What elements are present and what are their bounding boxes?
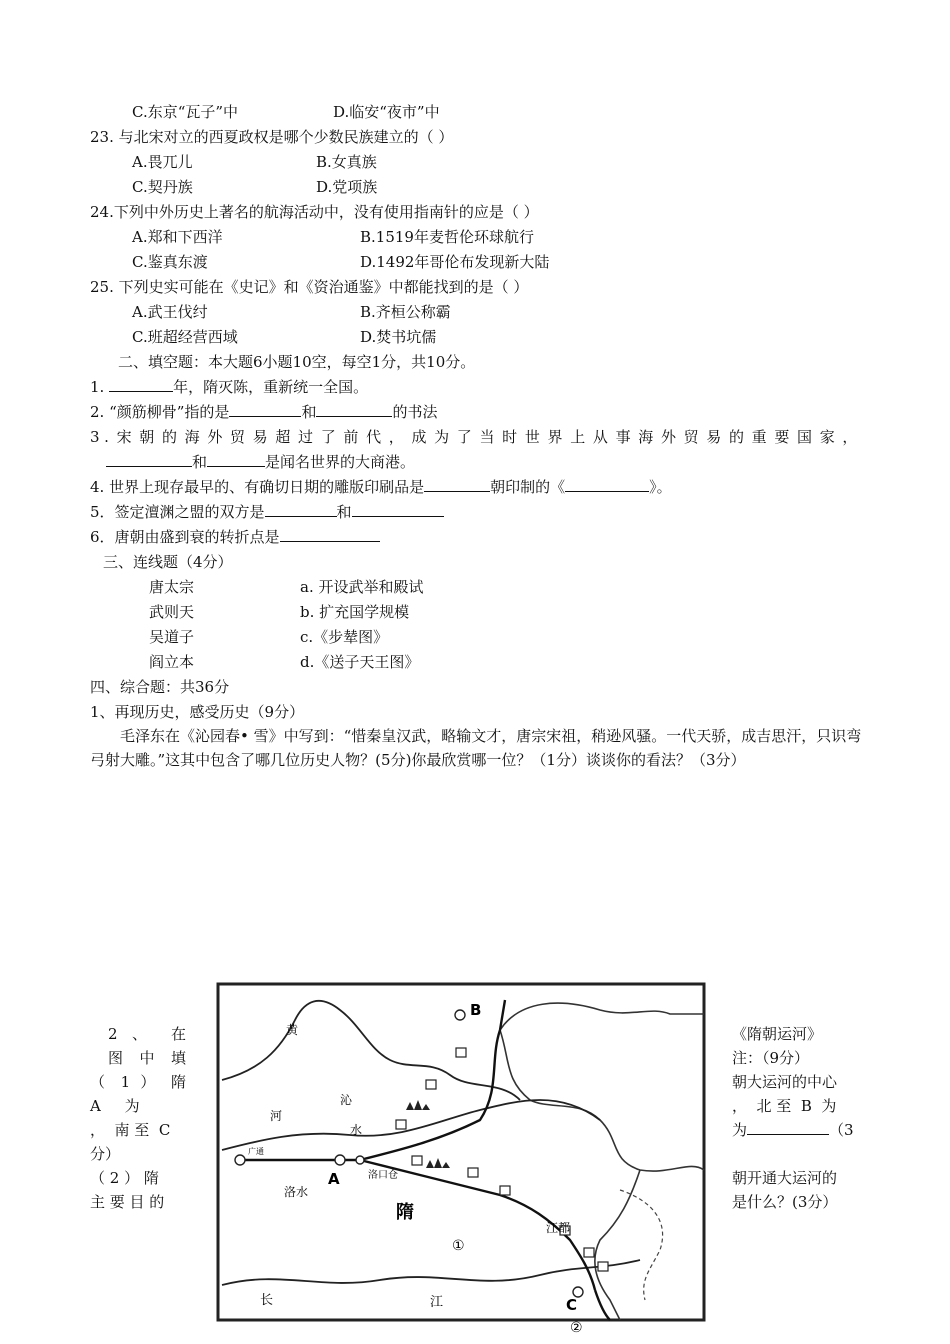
section2-title: 二、填空题：本大题6小题10空，每空1分，共10分。 [118, 353, 476, 371]
guangtong-marker [235, 1155, 245, 1165]
map-label-c: C [566, 1296, 578, 1314]
fill-2-blank-1[interactable] [229, 402, 301, 417]
match-left-2[interactable]: 武则天 [149, 603, 195, 621]
q25-option-d: D.焚书坑儒 [360, 328, 437, 346]
section3-title: 三、连线题（4分） [103, 553, 233, 571]
map-label-guangtong: 广通 [248, 1147, 264, 1156]
map-city-marker [598, 1262, 608, 1271]
q2-right-1: 《隋朝运河》 [732, 1025, 823, 1043]
fill-5 [90, 502, 444, 522]
q24-option-b: B.1519年麦哲伦环球航行 [360, 228, 534, 246]
map-city-marker [396, 1120, 406, 1129]
map-label-shui: 水 [350, 1123, 363, 1137]
section4-title: 四、综合题：共36分 [90, 678, 230, 696]
match-right-c[interactable]: c.《步辇图》 [300, 628, 389, 646]
fill-2-text2: 的书法 [392, 403, 438, 421]
q2-right-5 [732, 1118, 862, 1142]
q2-right-column [732, 1022, 862, 1214]
section4-q1-text: 毛泽东在《沁园春• 雪》中写到：“惜秦皇汉武，略输文才，唐宗宋祖，稍逊风骚。一代天骄，成吉思汗，只识弯弓射大雕。”这其中包含了哪几位历史人物？(5分)你最欣赏哪一位？（1分）谈谈你的看法？（3分） [90, 727, 862, 769]
fill-4-text2: 》。 [649, 478, 672, 496]
map-city-marker [456, 1048, 466, 1057]
q2-right-2: 注：（9分） [732, 1049, 810, 1067]
q24-option-a: A.郑和下西洋 [132, 228, 223, 246]
match-left-3[interactable]: 吴道子 [149, 628, 195, 646]
fill-3-blank-2[interactable] [207, 452, 265, 467]
q2-right-6: 朝开通大运河的 [732, 1169, 838, 1187]
q25-stem: 25. 下列史实可能在《史记》和《资治通鉴》中都能找到的是（ ） [90, 278, 529, 296]
match-right-d[interactable]: d.《送子天王图》 [300, 653, 420, 671]
fill-4-text0: 4. 世界上现存最早的、有确切日期的雕版印刷品是 [90, 478, 425, 496]
q22-option-d: D.临安“夜市”中 [333, 103, 440, 121]
fill-4-blank-2[interactable] [565, 477, 649, 492]
q23-stem: 23. 与北宋对立的西夏政权是哪个少数民族建立的（ ） [90, 128, 454, 146]
q25-option-b: B.齐桓公称霸 [360, 303, 451, 321]
match-left-1[interactable]: 唐太宗 [149, 578, 195, 596]
fill-3-text1: 和 [192, 453, 208, 471]
q23-option-d: D.党项族 [316, 178, 378, 196]
fill-6 [90, 527, 380, 547]
map-label-he: 河 [270, 1109, 283, 1123]
fill-1-blank[interactable] [109, 377, 173, 392]
fill-5-text1: 和 [336, 503, 352, 521]
map-label-chang: 长 [260, 1293, 274, 1308]
sui-canal-map [200, 970, 720, 1344]
luokou-marker [356, 1156, 364, 1164]
fill-2 [90, 402, 437, 422]
q25-option-a: A.武王伐纣 [132, 303, 208, 321]
fill-6-blank[interactable] [280, 527, 380, 542]
fill-3-line1: 3.宋朝的海外贸易超过了前代，成为了当时世界上从事海外贸易的重要国家， [90, 428, 862, 446]
map-label-qin: 沁 [340, 1093, 353, 1107]
fill-1-text: 年，隋灭陈，重新统一全国。 [173, 378, 369, 396]
q2-right-4: ， 北 至 B 为 [732, 1097, 837, 1115]
match-right-a[interactable]: a. 开设武举和殿试 [300, 578, 424, 596]
map-label-two: ② [570, 1320, 583, 1336]
fill-3-line2 [106, 452, 415, 472]
fill-4-blank-1[interactable] [424, 477, 490, 492]
match-right-b[interactable]: b. 扩充国学规模 [300, 603, 410, 621]
map-city-marker [412, 1156, 422, 1165]
fill-2-text0: “颜筋柳骨”指的是 [109, 403, 230, 421]
fill-2-num: 2. [90, 403, 105, 421]
q2-right-7: 是什么？(3分） [732, 1193, 838, 1211]
q24-option-d: D.1492年哥伦布发现新大陆 [360, 253, 550, 271]
q2-left-2: 图 中 填 [108, 1049, 186, 1067]
q2-right-5-tail: （3 [829, 1121, 854, 1139]
fill-2-blank-2[interactable] [316, 402, 392, 417]
fill-3-blank-1[interactable] [106, 452, 192, 467]
q23-option-a: A.畏兀儿 [132, 153, 193, 171]
map-city-marker [500, 1186, 510, 1195]
map-label-sui: 隋 [396, 1202, 414, 1223]
q2-left-7: （ 2 ） 隋 [90, 1169, 159, 1187]
q24-option-c: C.鉴真东渡 [132, 253, 208, 271]
fill-3-text2: 是闻名世界的大商港。 [265, 453, 416, 471]
q2-left-8: 主 要 目 的 [90, 1193, 165, 1211]
map-label-luokou: 洛口仓 [368, 1170, 398, 1181]
map-city-marker [468, 1168, 478, 1177]
q24-stem: 24.下列中外历史上著名的航海活动中，没有使用指南针的应是（ ） [90, 203, 539, 221]
q23-option-c: C.契丹族 [132, 178, 193, 196]
map-label-luoshui: 洛水 [284, 1185, 309, 1199]
fill-4-text1: 朝印制的《 [490, 478, 566, 496]
fill-5-blank-2[interactable] [352, 502, 444, 517]
match-left-4[interactable]: 阎立本 [149, 653, 195, 671]
q2-left-6: 分） [90, 1145, 121, 1163]
fill-2-text1: 和 [301, 403, 317, 421]
fill-4 [90, 477, 672, 497]
q2-left-column [90, 1022, 186, 1214]
map-label-b: B [470, 1001, 482, 1019]
map-label-one: ① [452, 1238, 465, 1254]
q2-right-blank[interactable] [747, 1120, 829, 1135]
map-label-a: A [328, 1170, 340, 1188]
fill-5-blank-1[interactable] [265, 502, 337, 517]
fill-6-text0: 6．唐朝由盛到衰的转折点是 [90, 528, 280, 546]
point-a-marker [335, 1155, 345, 1165]
q22-option-c: C.东京“瓦子”中 [132, 103, 239, 121]
q23-option-b: B.女真族 [316, 153, 377, 171]
q2-left-5: ， 南 至 C [90, 1121, 171, 1139]
map-city-marker [584, 1248, 594, 1257]
q2-right-5-text: 为 [732, 1121, 748, 1139]
q25-option-c: C.班超经营西域 [132, 328, 238, 346]
section4-q1-title: 1、再现历史，感受历史（9分） [90, 703, 305, 721]
point-b-marker [455, 1010, 465, 1020]
fill-1 [90, 377, 368, 397]
map-label-jiang: 江 [430, 1295, 444, 1310]
map-label-jiangdu: 江都 [546, 1221, 571, 1235]
q2-left-3: （ 1 ） 隋 [90, 1073, 186, 1091]
map-city-marker [426, 1080, 436, 1089]
q2-left-1: 2 、 在 [108, 1025, 186, 1043]
q2-left-4: A 为 [90, 1097, 140, 1115]
q2-right-3: 朝大运河的中心 [732, 1073, 838, 1091]
fill-5-text0: 5．签定澶渊之盟的双方是 [90, 503, 265, 521]
fill-1-num: 1. [90, 378, 105, 396]
map-label-huang: 黄 [286, 1023, 299, 1037]
